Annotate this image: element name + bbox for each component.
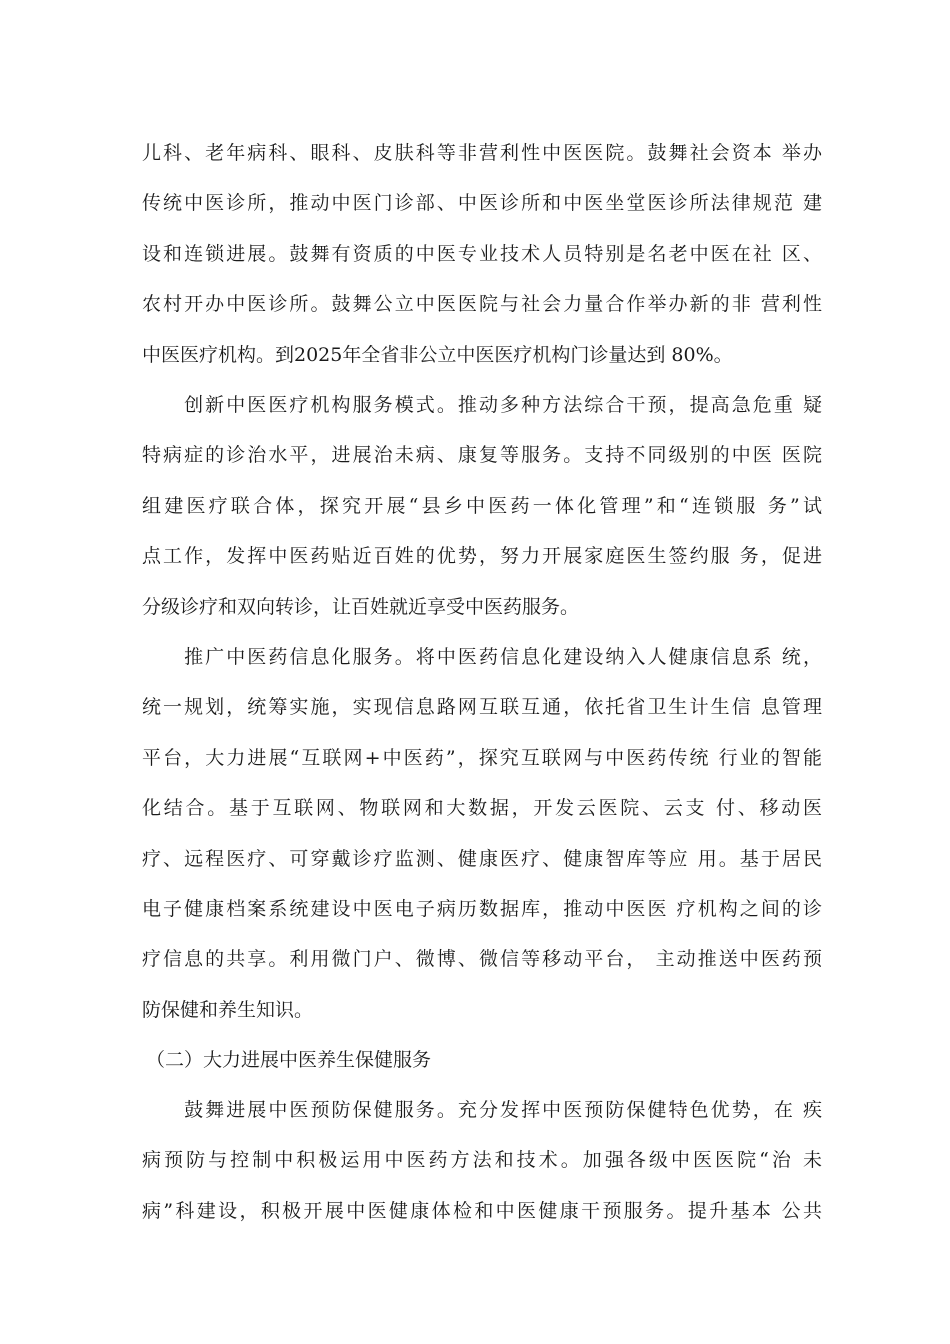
text-line: 病”科建设，积极开展中医健康体检和中医健康干预服务。提升基本 公共 <box>142 1199 822 1222</box>
heading-text: （二）大力进展中医养生保健服务 <box>146 1049 432 1071</box>
text-line: 组建医疗联合体，探究开展“县乡中医药一体化管理”和“连锁服 务”试 <box>142 494 822 517</box>
text-line: 特病症的诊治水平，进展治未病、康复等服务。支持不同级别的中医 医院 <box>142 444 822 467</box>
paragraph-1 <box>142 128 822 380</box>
text-line: 电子健康档案系统建设中医电子病历数据库，推动中医医 疗机构之间的诊 <box>142 897 822 920</box>
paragraph-4 <box>142 1085 822 1236</box>
text-line: 推广中医药信息化服务。将中医药信息化建设纳入人健康信息系 统， <box>142 646 822 668</box>
text-line: 传统中医诊所，推动中医门诊部、中医诊所和中医坐堂医诊所法律规范 建 <box>142 192 822 215</box>
paragraph-2 <box>142 380 822 632</box>
text-line: 病预防与控制中积极运用中医药方法和技术。加强各级中医医院“治 未 <box>142 1149 822 1172</box>
text-line: 分级诊疗和双向转诊，让百姓就近享受中医药服务。 <box>142 595 580 618</box>
text-line: 创新中医医疗机构服务模式。推动多种方法综合干预，提高急危重 疑 <box>142 394 822 416</box>
text-line: 农村开办中医诊所。鼓舞公立中医医院与社会力量合作举办新的非 营利性 <box>142 293 822 316</box>
text-line: 疗信息的共享。利用微门户、微博、微信等移动平台， 主动推送中医药预 <box>142 948 822 971</box>
text-line: 化结合。基于互联网、物联网和大数据，开发云医院、云支 付、移动医 <box>142 797 822 820</box>
text-line: 疗、远程医疗、可穿戴诊疗监测、健康医疗、健康智库等应 用。基于居民 <box>142 847 822 870</box>
text-line: 鼓舞进展中医预防保健服务。充分发挥中医预防保健特色优势，在 疾 <box>142 1099 822 1121</box>
text-line: 儿科、老年病科、眼科、皮肤科等非营利性中医医院。鼓舞社会资本 举办 <box>142 142 822 164</box>
text-line: 中医医疗机构。到2025年全省非公立中医医疗机构门诊量达到 80%。 <box>142 343 733 366</box>
text-line: 设和连锁进展。鼓舞有资质的中医专业技术人员特别是名老中医在社 区、 <box>142 242 822 265</box>
section-heading <box>142 1035 822 1085</box>
text-line: 点工作，发挥中医药贴近百姓的优势，努力开展家庭医生签约服 务，促进 <box>142 545 822 568</box>
paragraph-3 <box>142 632 822 1035</box>
text-line: 平台，大力进展“互联网+中医药”，探究互联网与中医药传统 行业的智能 <box>142 746 822 769</box>
text-line: 防保健和养生知识。 <box>142 998 314 1021</box>
text-line: 统一规划，统筹实施，实现信息路网互联互通，依托省卫生计生信 息管理 <box>142 696 822 719</box>
